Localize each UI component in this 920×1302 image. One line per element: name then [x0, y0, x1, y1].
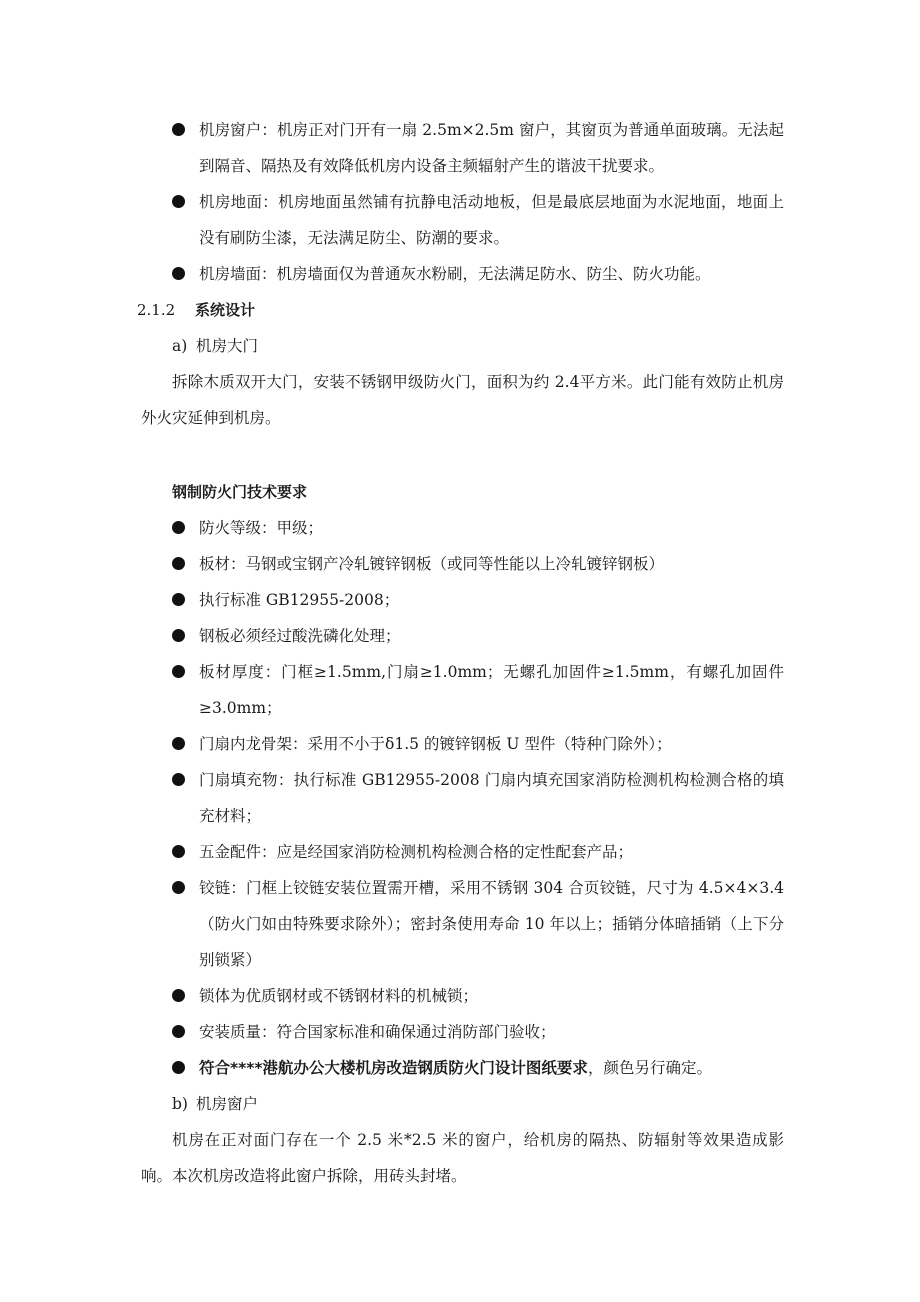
bullet-text: 钢板必须经过酸洗磷化处理；: [199, 627, 401, 645]
bullet-text: 防火等级：甲级；: [199, 519, 324, 537]
bullet-text: 门扇内龙骨架：采用不小于δ1.5 的镀锌钢板 U 型件（特种门除外）；: [199, 735, 672, 753]
fire-door-bullet: [172, 762, 784, 834]
bullet-text: 机房窗户：机房正对门开有一扇 2.5m×2.5m 窗户，其窗页为普通单面玻璃。无法起到隔音、隔热及有效降低机房内设备主频辐射产生的谐波干扰要求。: [199, 121, 784, 175]
fire-door-bullet: [172, 726, 784, 762]
bullet-floor-issue: [172, 184, 784, 256]
bullet-text: 执行标准 GB12955-2008；: [199, 591, 400, 609]
section-heading: [137, 292, 255, 328]
bullet-dot-icon: [172, 267, 185, 280]
bullet-dot-icon: [172, 629, 185, 642]
bullet-dot-icon: [172, 1061, 185, 1074]
fire-door-bullet: [172, 1014, 784, 1050]
bullet-bold-text: 符合****港航办公大楼机房改造钢质防火门设计图纸要求: [199, 1059, 588, 1077]
bullet-window-issue: [172, 112, 784, 184]
bullet-text: 机房墙面：机房墙面仅为普通灰水粉刷，无法满足防水、防尘、防火功能。: [199, 265, 711, 283]
section-number: 2.1.2: [137, 301, 176, 319]
bullet-text: 五金配件：应是经国家消防检测机构检测合格的定性配套产品；: [199, 843, 634, 861]
subsection-mark: a): [172, 337, 188, 355]
bullet-text: 机房地面：机房地面虽然铺有抗静电活动地板，但是最底层地面为水泥地面，地面上没有刷防尘漆，无法满足防尘、防潮的要求。: [199, 193, 784, 247]
bullet-wall-issue: [172, 256, 784, 292]
bullet-dot-icon: [172, 773, 185, 786]
bullet-dot-icon: [172, 123, 185, 136]
fire-door-bullet: [172, 510, 784, 546]
subsection-mark: b): [172, 1095, 188, 1113]
subsection-title: 机房窗户: [196, 1095, 259, 1113]
bullet-dot-icon: [172, 195, 185, 208]
bullet-text: 锁体为优质钢材或不锈钢材料的机械锁；: [199, 987, 479, 1005]
fire-door-bullet: [172, 978, 784, 1014]
bullet-text: 板材：马钢或宝钢产冷轧镀锌钢板（或同等性能以上冷轧镀锌钢板）: [199, 555, 665, 573]
bullet-dot-icon: [172, 665, 185, 678]
bullet-dot-icon: [172, 989, 185, 1002]
bullet-text: 铰链：门框上铰链安装位置需开槽，采用不锈钢 304 合页铰链，尺寸为 4.5×4×3.4（防火门如由特殊要求除外）；密封条使用寿命 10 年以上；插销分体暗插销（上下分别锁紧）: [199, 879, 784, 969]
bullet-text: 安装质量：符合国家标准和确保通过消防部门验收；: [199, 1023, 556, 1041]
fire-door-bullet: [172, 582, 784, 618]
fire-door-bullet-design-drawing: [172, 1050, 784, 1086]
fire-door-bullet: [172, 870, 784, 978]
window-paragraph: 机房在正对面门存在一个 2.5 米*2.5 米的窗户，给机房的隔热、防辐射等效果造成影响。本次机房改造将此窗户拆除，用砖头封堵。: [141, 1131, 784, 1185]
fire-door-bullet: [172, 834, 784, 870]
bullet-dot-icon: [172, 593, 185, 606]
bullet-text: 板材厚度：门框≥1.5mm,门扇≥1.0mm；无螺孔加固件≥1.5mm，有螺孔加固件≥3.0mm；: [199, 663, 784, 717]
bullet-dot-icon: [172, 1025, 185, 1038]
bullet-dot-icon: [172, 737, 185, 750]
bullet-dot-icon: [172, 521, 185, 534]
section-title: 系统设计: [195, 301, 256, 319]
subsection-a: [172, 328, 258, 364]
door-paragraph: 拆除木质双开大门，安装不锈钢甲级防火门，面积为约 2.4平方米。此门能有效防止机房外火灾延伸到机房。: [141, 373, 784, 427]
fire-door-bullet: [172, 546, 784, 582]
bullet-dot-icon: [172, 845, 185, 858]
bullet-dot-icon: [172, 557, 185, 570]
fire-door-bullet: [172, 618, 784, 654]
bullet-text: ，颜色另行确定。: [587, 1059, 712, 1077]
fire-door-requirements-title: 钢制防火门技术要求: [172, 483, 308, 501]
bullet-text: 门扇填充物：执行标准 GB12955-2008 门扇内填充国家消防检测机构检测合格的填充材料；: [199, 771, 784, 825]
fire-door-bullet: [172, 654, 784, 726]
bullet-dot-icon: [172, 881, 185, 894]
subsection-b: [172, 1086, 258, 1122]
subsection-title: 机房大门: [196, 337, 259, 355]
